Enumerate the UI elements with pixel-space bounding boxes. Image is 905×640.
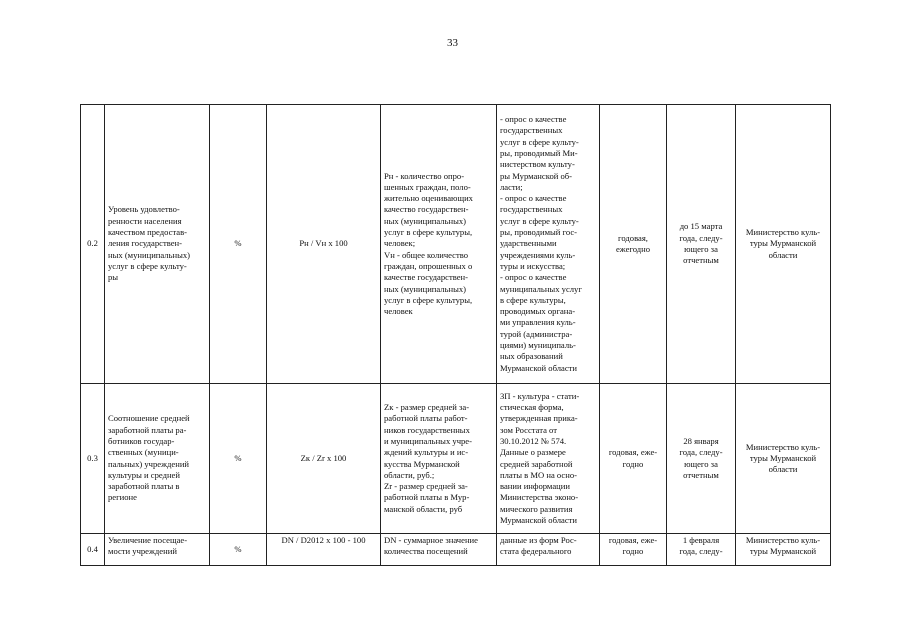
deadline: 1 февраля года, следу- xyxy=(667,534,736,566)
deadline: до 15 марта года, следу- ющего за отчетным xyxy=(667,105,736,384)
table-row xyxy=(81,105,831,384)
formula: Zк / Zr x 100 xyxy=(267,384,381,534)
table-row xyxy=(81,384,831,534)
page-number: 33 xyxy=(447,37,458,49)
indicators-table xyxy=(80,104,831,566)
row-number: 0.4 xyxy=(81,534,105,566)
periodicity: годовая, еже- годно xyxy=(600,384,667,534)
unit: % xyxy=(210,105,267,384)
indicator-name: Уровень удовлетво- ренности населения качеством предостав- ления государствен- ных (муниципальных) услуг в сфере культу- ры xyxy=(105,105,210,384)
unit: % xyxy=(210,534,267,566)
unit: % xyxy=(210,384,267,534)
indicator-name: Увеличение посещае- мости учреждений xyxy=(105,534,210,566)
formula-description: Zк - размер средней за- работной платы работ- ников государственных и муниципальных учре- ждений культуры и ис- кусства Мурманской области, руб.; Zr - размер средней за- работной платы в Мур- манской области, руб xyxy=(381,384,497,534)
data-source: данные из форм Рос- стата федерального xyxy=(497,534,600,566)
deadline: 28 января года, следу- ющего за отчетным xyxy=(667,384,736,534)
responsible: Министерство куль- туры Мурманской xyxy=(736,534,831,566)
formula-description: Pн - количество опро- шенных граждан, поло- жительно оценивающих качество государствен- ных (муниципальных) услуг в сфере культуры, человек; Vн - общее количество граждан, опрошенных о качестве государствен- ных (муниципальных) услуг в сфере культуры, человек xyxy=(381,105,497,384)
responsible: Министерство куль- туры Мурманской области xyxy=(736,384,831,534)
row-number: 0.2 xyxy=(81,105,105,384)
table-row xyxy=(81,534,831,566)
row-number: 0.3 xyxy=(81,384,105,534)
periodicity: годовая, еже- годно xyxy=(600,534,667,566)
formula: Pн / Vн x 100 xyxy=(267,105,381,384)
indicator-name: Соотношение средней заработной платы ра- ботников государ- ственных (муници- пальных) учреждений культуры и средней заработной платы в регионе xyxy=(105,384,210,534)
data-source: ЗП - культура - стати- стическая форма, утвержденная прика- зом Росстата от 30.10.2012 № 574. Данные о размере средней заработной платы в МО на осно- вании информации Министерства эконо- мического развития Мурманской области xyxy=(497,384,600,534)
data-source: - опрос о качестве государственных услуг в сфере культу- ры, проводимый Ми- нистерством культу- ры Мурманской об- ласти; - опрос о качестве государственных услуг в сфере культу- ры, проводимый гос- ударственными учреждениями куль- туры и искусства; - опрос о качестве муниципальных услуг в сфере культуры, проводимых органа- ми управления куль- турой (администра- циями) муниципаль- ных образований Мурманской области xyxy=(497,105,600,384)
formula: DN / D2012 x 100 - 100 xyxy=(267,534,381,566)
responsible: Министерство куль- туры Мурманской области xyxy=(736,105,831,384)
periodicity: годовая, ежегодно xyxy=(600,105,667,384)
formula-description: DN - суммарное значение количества посещений xyxy=(381,534,497,566)
